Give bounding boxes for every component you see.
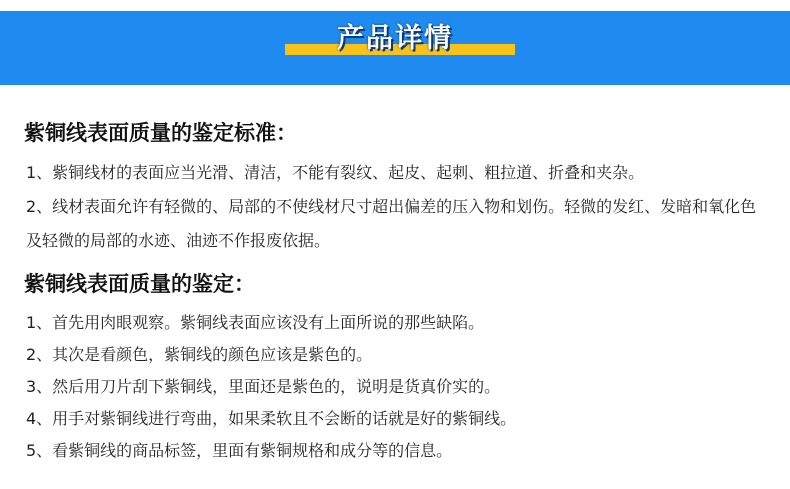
list-item: 5、看紫铜线的商品标签，里面有紫铜规格和成分等的信息。 bbox=[26, 441, 453, 460]
list-item: 1、首先用肉眼观察。紫铜线表面应该没有上面所说的那些缺陷。 bbox=[26, 313, 485, 332]
list-item: 3、然后用刀片刮下紫铜线，里面还是紫色的，说明是货真价实的。 bbox=[26, 377, 501, 396]
list-item: 2、其次是看颜色，紫铜线的颜色应该是紫色的。 bbox=[26, 345, 373, 364]
section-heading-identification: 紫铜线表面质量的鉴定： bbox=[24, 272, 255, 296]
standard-list bbox=[26, 162, 771, 270]
list-item: 4、用手对紫铜线进行弯曲，如果柔软且不会断的话就是好的紫铜线。 bbox=[26, 409, 517, 428]
section-heading-standard: 紫铜线表面质量的鉴定标准： bbox=[24, 121, 297, 145]
list-item: 2、线材表面允许有轻微的、局部的不使线材尺寸超出偏差的压入物和划伤。轻微的发红、发暗和氧化色及轻微的局部的水迹、油迹不作报废依据。 bbox=[26, 197, 757, 250]
page-title: 产品详情 bbox=[337, 23, 453, 54]
identification-list bbox=[26, 312, 516, 472]
list-item: 1、紫铜线材的表面应当光滑、清洁，不能有裂纹、起皮、起刺、粗拉道、折叠和夹杂。 bbox=[26, 163, 645, 182]
